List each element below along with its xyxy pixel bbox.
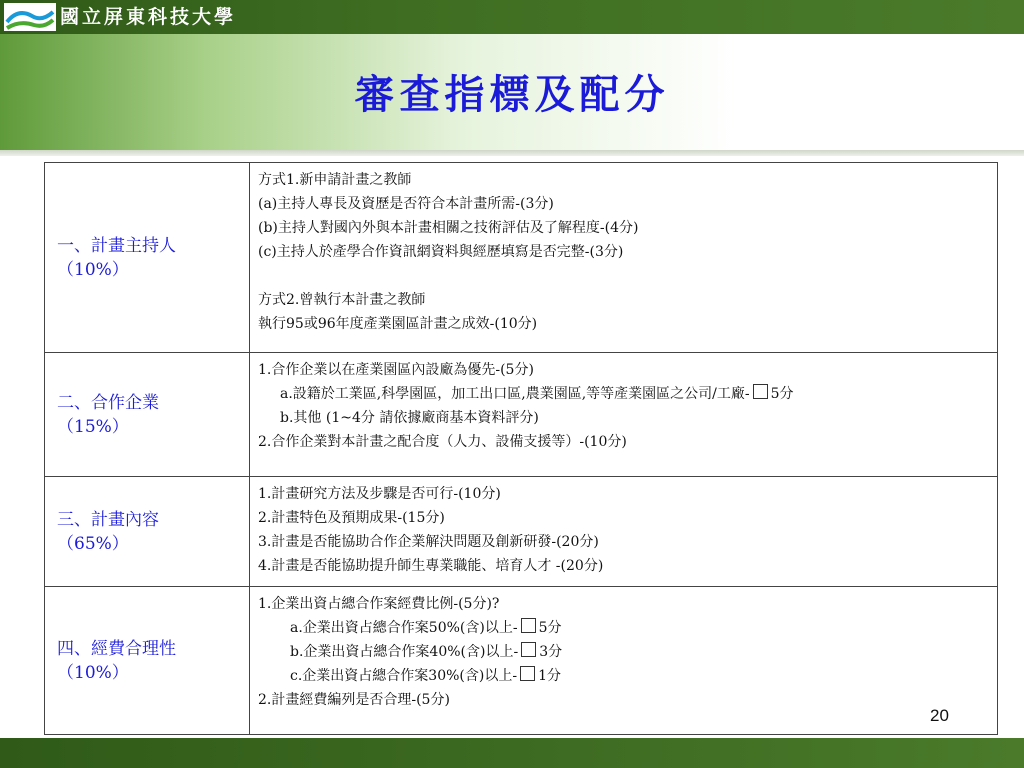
item-text: c.企業出資占總合作案30%(含)以上-: [290, 668, 518, 684]
list-item: 1.企業出資占總合作案經費比例-(5分)?: [258, 596, 500, 612]
university-name: 國立屏東科技大學: [60, 6, 237, 28]
list-item: 1.計畫研究方法及步驟是否可行-(10分): [258, 486, 501, 502]
list-item: [258, 616, 997, 640]
criteria-table: [44, 162, 998, 735]
checkbox-icon: [521, 642, 536, 657]
list-item: (c)主持人於產學合作資訊網資料與經歷填寫是否完整-(3分): [258, 244, 624, 260]
list-item: b.其他 (1~4分 請依據廠商基本資料評分): [280, 410, 539, 426]
list-item: [258, 640, 997, 664]
checkbox-icon: [520, 666, 535, 681]
table-row: [45, 353, 998, 477]
list-item: 2.計畫特色及預期成果-(15分): [258, 510, 445, 526]
list-item: [258, 382, 997, 406]
item-text: b.企業出資占總合作案40%(含)以上-: [290, 644, 519, 660]
spacer-line: [258, 264, 997, 288]
checkbox-icon: [753, 384, 768, 399]
category-cell: [45, 353, 250, 477]
criteria-cell: [250, 353, 998, 477]
list-item: 執行95或96年度產業園區計畫之成效-(10分): [258, 316, 538, 332]
category-weight: （65%）: [57, 533, 129, 554]
table-row: [45, 477, 998, 587]
footer-bar: [0, 738, 1024, 768]
list-item: [258, 664, 997, 688]
title-band-divider: [0, 150, 1024, 156]
list-item: 2.計畫經費編列是否合理-(5分): [258, 692, 450, 708]
category-weight: （15%）: [57, 416, 129, 437]
category-cell: [45, 477, 250, 587]
list-item: 3.計畫是否能協助合作企業解決問題及創新研發-(20分): [258, 534, 599, 550]
item-text: a.設籍於工業區,科學園區，加工出口區,農業園區,等等產業園區之公司/工廠-: [280, 386, 750, 402]
criteria-cell: [250, 477, 998, 587]
header-bar: [0, 0, 1024, 34]
category-name: 二、合作企業: [57, 392, 159, 413]
list-item: 方式1.新申請計畫之教師: [258, 172, 412, 188]
list-item: (b)主持人對國內外與本計畫相關之技術評估及了解程度-(4分): [258, 220, 639, 236]
category-name: 一、計畫主持人: [57, 235, 176, 256]
list-item: 2.合作企業對本計畫之配合度（人力、設備支援等）-(10分): [258, 434, 627, 450]
category-weight: （10%）: [57, 662, 129, 683]
university-logo-icon: [4, 3, 56, 31]
list-item: 4.計畫是否能協助提升師生專業職能、培育人才 -(20分): [258, 558, 604, 574]
slide-title: 審查指標及配分: [354, 71, 670, 118]
list-item: (a)主持人專長及資歷是否符合本計畫所需-(3分): [258, 196, 554, 212]
category-name: 三、計畫內容: [57, 509, 159, 530]
item-score: 1分: [538, 668, 561, 684]
category-name: 四、經費合理性: [57, 638, 176, 659]
checkbox-icon: [521, 618, 536, 633]
category-cell: [45, 587, 250, 735]
list-item: 1.合作企業以在產業園區內設廠為優先-(5分): [258, 362, 534, 378]
item-score: 5分: [770, 386, 794, 402]
table-row: [45, 587, 998, 735]
criteria-cell: [250, 163, 998, 353]
criteria-cell: [250, 587, 998, 735]
page-number: 20: [930, 706, 949, 725]
item-score: 5分: [538, 620, 562, 636]
category-cell: [45, 163, 250, 353]
list-item: 方式2.曾執行本計畫之教師: [258, 292, 426, 308]
category-weight: （10%）: [57, 259, 129, 280]
item-score: 3分: [539, 644, 563, 660]
table-row: [45, 163, 998, 353]
item-text: a.企業出資占總合作案50%(含)以上-: [290, 620, 518, 636]
